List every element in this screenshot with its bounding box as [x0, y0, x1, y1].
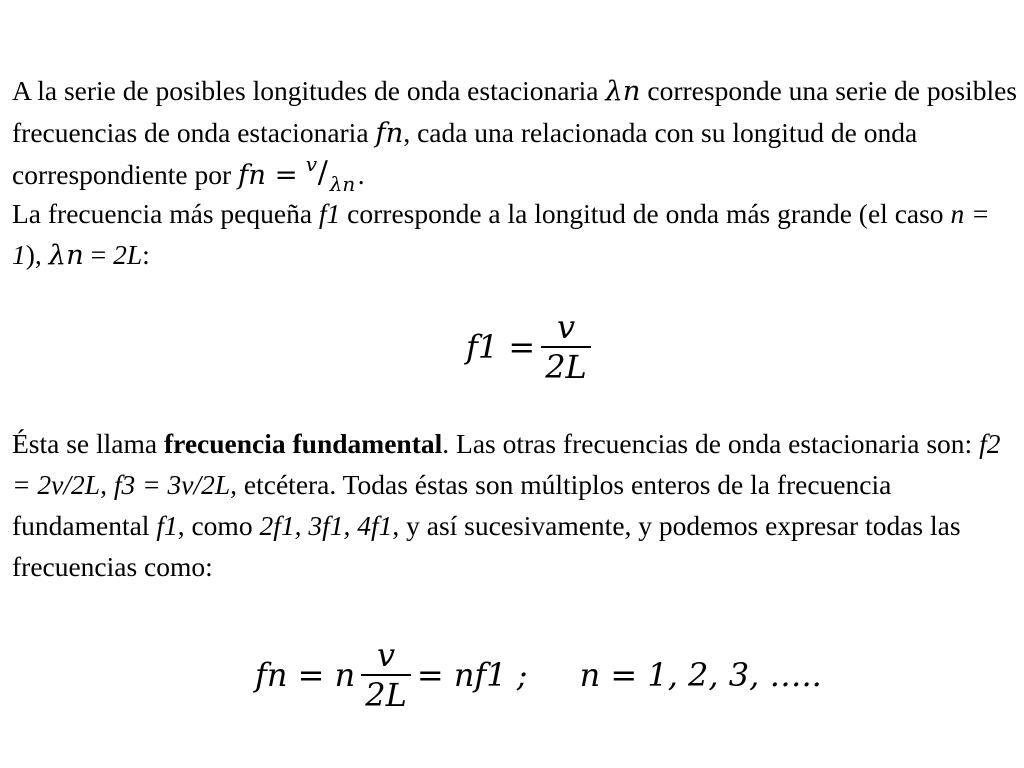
p2-text-2: corresponde a la longitud de onda más grande (el caso — [340, 198, 951, 229]
equation-harmonic-series — [255, 636, 822, 714]
two-L: 2L — [113, 239, 143, 270]
multiples-list: 2f1, 3f1, 4f1 — [259, 510, 393, 541]
p1-text-1: A la serie de posibles longitudes de onda estacionaria — [12, 75, 606, 106]
p2-text-5: : — [142, 239, 150, 270]
f-n-symbol: fn — [375, 117, 404, 149]
eq1-lhs: f1 = — [466, 328, 536, 366]
f2-expression: f2 = 2v/2L — [12, 428, 1001, 500]
lambda-n-symbol — [605, 75, 640, 107]
p3-text-3: , — [100, 469, 114, 500]
f3-expression: f3 = 3v/2L — [113, 469, 231, 500]
p1-text-2: corresponde una serie de posibles frecuencias de onda estacionaria — [12, 75, 1017, 148]
eq2-condition: n = 1, 2, 3, ….. — [579, 656, 822, 694]
paragraph-smallest-frequency — [12, 193, 1020, 276]
f1-symbol-2: f1 — [156, 510, 178, 541]
inline-frac-slash: / — [317, 155, 328, 190]
p2-text-4: = — [83, 239, 114, 270]
eq1-fraction — [541, 308, 591, 386]
p3-text-5: , como — [177, 510, 260, 541]
p3-text-6: , y así sucesivamente, y podemos expresar todas las frecuencias como: — [12, 510, 961, 582]
eq2-denominator: 2L — [365, 676, 407, 714]
p1-text-3: , cada una relacionada con su longitud de onda correspondiente por — [12, 117, 918, 190]
paragraph-fundamental-frequency — [12, 423, 1020, 587]
eq1-denominator: 2L — [545, 348, 587, 386]
p3-text-2: . Las otras frecuencias de onda estacionaria son: — [442, 428, 980, 459]
p1-text-4: . — [357, 159, 365, 190]
lambda-n-text: λn — [605, 75, 641, 107]
n-equals-1: n = 1 — [12, 198, 990, 270]
equation-fundamental-frequency — [466, 308, 597, 386]
inline-fraction-v-over-lambda — [298, 154, 358, 194]
eq2-lhs: fn = n — [255, 656, 356, 694]
lambda-n-symbol-2: λn — [48, 239, 84, 271]
eq2-fraction — [361, 636, 411, 714]
inline-frac-num: v — [305, 152, 318, 176]
p2-text-1: La frecuencia más pequeña — [12, 198, 319, 229]
p3-text-4: , etcétera. Todas éstas son múltiplos enteros de la frecuencia fundamental — [12, 469, 892, 541]
f1-symbol: f1 — [318, 198, 341, 229]
p2-text-3: ), — [25, 239, 49, 270]
eq2-rhs: = nf1 ; — [416, 656, 528, 694]
inline-frac-den: λn — [329, 172, 356, 196]
p3-text-1: Ésta se llama — [12, 428, 164, 459]
bold-term: frecuencia fundamental — [163, 428, 443, 459]
eq1-numerator: v — [556, 308, 576, 346]
fn-equals: fn = — [238, 159, 298, 191]
eq2-numerator: v — [376, 636, 396, 674]
paragraph-standing-wave-frequencies — [12, 70, 1020, 196]
